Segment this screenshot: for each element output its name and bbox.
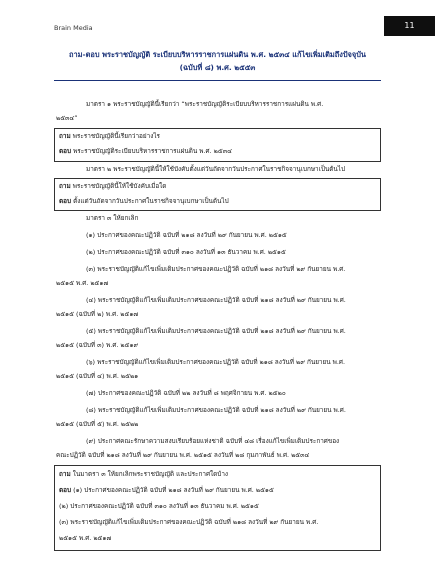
question-label: ถาม (59, 132, 71, 140)
answer-label: ตอบ (59, 486, 72, 494)
qa-1-answer (59, 147, 232, 156)
document-title (54, 48, 381, 74)
answer-text: (๑) ประกาศของคณะปฏิวัติ ฉบับที่ ๒๑๘ ลงวันที่ ๒๙ กันยายน พ.ศ. ๒๕๑๕ (73, 486, 274, 494)
answer-text: ตั้งแต่วันถัดจากวันประกาศในราชกิจจานุเบกษาเป็นต้นไป (73, 197, 229, 205)
section-3-item-cont: คณะปฏิวัติ ฉบับที่ ๒๑๘ ลงวันที่ ๒๙ กันยายน พ.ศ. ๒๕๑๕ ลงวันที่ ๒๘ กุมภาพันธ์ พ.ศ. ๒๕๓๔ (56, 451, 310, 459)
qa-2-question (59, 182, 166, 191)
publisher-label: Brain Media (54, 24, 93, 32)
qa-box-2 (54, 178, 381, 211)
section-3-item-cont: ๒๕๑๕ พ.ศ. ๒๕๑๗ (56, 279, 109, 287)
qa-3-answer-item: (๓) พระราชบัญญัติแก้ไขเพิ่มเติมประกาศของคณะปฏิวัติ ฉบับที่ ๒๑๘ ลงวันที่ ๒๙ กันยายน พ.ศ. (59, 518, 319, 526)
answer-text: พระราชบัญญัติระเบียบบริหารราชการแผ่นดิน พ.ศ. ๒๕๓๔ (73, 147, 232, 155)
title-line-2: (ฉบับที่ ๘) พ.ศ. ๒๕๕๓ (179, 63, 256, 72)
question-label: ถาม (59, 470, 71, 478)
question-text: พระราชบัญญัตินี้เรียกว่าอย่างไร (72, 132, 160, 140)
qa-3-answer-item-cont: ๒๕๑๕ พ.ศ. ๒๕๑๗ (59, 534, 112, 542)
section-3-item-cont: ๒๕๑๕ (ฉบับที่ ๓) พ.ศ. ๒๕๑๙ (56, 341, 139, 349)
qa-3-answer-item: (๒) ประกาศของคณะปฏิวัติ ฉบับที่ ๓๑๐ ลงวันที่ ๑๓ ธันวาคม พ.ศ. ๒๕๑๕ (59, 502, 259, 510)
title-line-1: ถาม-ตอบ พระราชบัญญัติ ระเบียบบริหารราชการแผ่นดิน พ.ศ. ๒๕๓๔ แก้ไขเพิ่มเติมถึงปัจจุบัน (69, 50, 366, 59)
section-3-item-cont: ๒๕๑๕ (ฉบับที่ ๒) พ.ศ. ๒๕๑๗ (56, 310, 139, 318)
qa-3-answer (59, 486, 274, 495)
qa-box-3 (54, 465, 381, 551)
title-divider (54, 80, 381, 81)
question-text: ในมาตรา ๓ ให้ยกเลิกพระราชบัญญัติ และประกาศใดบ้าง (72, 470, 229, 478)
section-3-item-cont: ๒๕๑๕ (ฉบับที่ ๕) พ.ศ. ๒๕๒๒ (56, 420, 139, 428)
page-number-badge: 11 (384, 16, 435, 36)
section-3-item: (๕) พระราชบัญญัติแก้ไขเพิ่มเติมประกาศของคณะปฏิวัติ ฉบับที่ ๒๑๘ ลงวันที่ ๒๙ กันยายน พ.ศ. (86, 327, 346, 335)
section-3-item: (๑) ประกาศของคณะปฏิวัติ ฉบับที่ ๒๑๘ ลงวันที่ ๒๙ กันยายน พ.ศ. ๒๕๑๕ (86, 231, 287, 239)
section-3-item: (๘) พระราชบัญญัติแก้ไขเพิ่มเติมประกาศของคณะปฏิวัติ ฉบับที่ ๒๑๘ ลงวันที่ ๒๙ กันยายน พ.ศ. (86, 406, 346, 414)
section-1-text: มาตรา ๑ พระราชบัญญัตินี้เรียกว่า “พระราชบัญญัติระเบียบบริหารราชการแผ่นดิน พ.ศ. (86, 100, 324, 108)
section-3-item: (๔) พระราชบัญญัติแก้ไขเพิ่มเติมประกาศของคณะปฏิวัติ ฉบับที่ ๒๑๘ ลงวันที่ ๒๙ กันยายน พ.ศ. (86, 296, 346, 304)
qa-1-question (59, 132, 160, 141)
section-3-item: (๗) ประกาศของคณะปฏิวัติ ฉบับที่ ๒๒ ลงวันที่ ๘ พฤศจิกายน พ.ศ. ๒๕๒๐ (86, 389, 286, 397)
answer-label: ตอบ (59, 197, 72, 205)
section-1-text-cont: ๒๕๓๔” (56, 114, 78, 122)
section-3-item: (๙) ประกาศคณะรักษาความสงบเรียบร้อยแห่งชาติ ฉบับที่ ๔๘ เรื่องแก้ไขเพิ่มเติมประกาศของ (86, 437, 340, 445)
section-2-text: มาตรา ๒ พระราชบัญญัตินี้ให้ใช้บังคับตั้งแต่วันถัดจากวันประกาศในราชกิจจานุเบกษาเป็นต้นไป (86, 165, 346, 173)
section-3-item: (๒) ประกาศของคณะปฏิวัติ ฉบับที่ ๓๑๐ ลงวันที่ ๑๓ ธันวาคม พ.ศ. ๒๕๑๕ (86, 248, 286, 256)
qa-3-question (59, 470, 228, 479)
section-3-heading: มาตรา ๓ ให้ยกเลิก (86, 214, 139, 222)
section-3-item-cont: ๒๕๑๕ (ฉบับที่ ๔) พ.ศ. ๒๕๒๑ (56, 372, 139, 380)
qa-2-answer (59, 197, 229, 206)
section-3-item: (๓) พระราชบัญญัติแก้ไขเพิ่มเติมประกาศของคณะปฏิวัติ ฉบับที่ ๒๑๘ ลงวันที่ ๒๙ กันยายน พ.ศ. (86, 265, 346, 273)
qa-box-1 (54, 128, 381, 162)
question-label: ถาม (59, 182, 71, 190)
answer-label: ตอบ (59, 147, 72, 155)
section-3-item: (๖) พระราชบัญญัติแก้ไขเพิ่มเติมประกาศของคณะปฏิวัติ ฉบับที่ ๒๑๘ ลงวันที่ ๒๙ กันยายน พ.ศ. (86, 358, 346, 366)
question-text: พระราชบัญญัตินี้ให้ใช้บังคับเมื่อใด (72, 182, 167, 190)
